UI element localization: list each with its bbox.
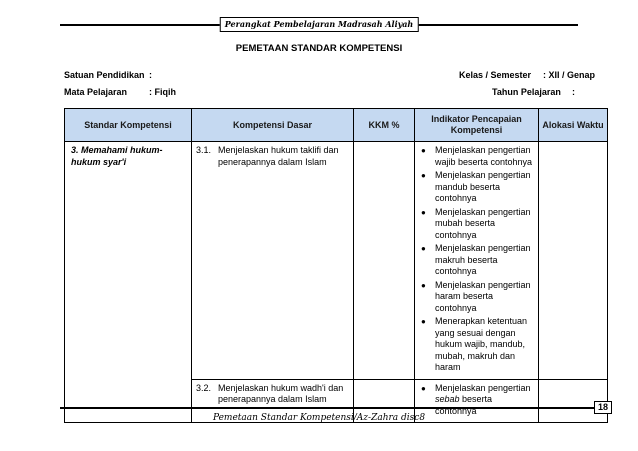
- kelas-value: : XII / Genap: [543, 70, 596, 80]
- indicator-list: [419, 145, 534, 374]
- table-header-row: [65, 109, 608, 142]
- kd-text: Menjelaskan hukum wadh'i dan penerapannya dalam Islam: [218, 382, 344, 405]
- kompetensi-dasar-cell: [192, 142, 354, 380]
- tahun-label: Tahun Pelajaran: [492, 87, 561, 97]
- standar-kompetensi-cell: [65, 142, 192, 423]
- kd-number: 3.2.: [196, 382, 212, 393]
- italic-term: sebab: [435, 394, 460, 405]
- col-indikator: Indikator Pencapaian Kompetensi: [415, 109, 539, 142]
- mapel-value: : Fiqih: [149, 87, 176, 97]
- list-item: ● Menjelaskan pengertian sebab beserta contohnya: [421, 382, 531, 416]
- footer-rule: [60, 407, 612, 409]
- col-alokasi-waktu: Alokasi Waktu: [539, 109, 608, 142]
- tahun-value: :: [572, 87, 575, 97]
- kd-number: 3.1.: [196, 145, 212, 155]
- list-item: ● Menjelaskan pengertian makruh beserta contohnya: [421, 243, 531, 277]
- bullet-icon: ●: [421, 146, 426, 155]
- bullet-icon: ●: [421, 383, 426, 393]
- mapel-label: Mata Pelajaran: [64, 87, 128, 97]
- satuan-value: :: [149, 70, 152, 80]
- bullet-icon: ●: [421, 280, 426, 290]
- list-item: ● Menerapkan ketentuan yang sesuai dengan hukum wajib, mandub, mubah, makruh dan haram: [421, 316, 528, 373]
- list-item: ● Menjelaskan pengertian wajib beserta contohnya: [421, 145, 533, 167]
- page-number: 18: [594, 401, 612, 414]
- list-item: ● Menjelaskan pengertian mandub beserta contohnya: [421, 170, 531, 204]
- bullet-icon: ●: [421, 317, 426, 327]
- alokasi-cell: [539, 142, 608, 380]
- footer-text: Pemetaan Standar Kompetensi/Az-Zahra disc8: [212, 413, 426, 423]
- list-item: ● Menjelaskan pengertian haram beserta contohnya: [421, 279, 531, 313]
- header-banner: Perangkat Pembelajaran Madrasah Aliyah: [220, 17, 419, 32]
- col-standar-kompetensi: Standar Kompetensi: [65, 109, 192, 142]
- kkm-cell: [354, 142, 415, 380]
- indikator-cell: [415, 142, 539, 380]
- table-row: [65, 142, 608, 380]
- bullet-icon: ●: [421, 244, 426, 254]
- list-item: ● Menjelaskan pengertian mubah beserta contohnya: [421, 206, 531, 240]
- standar-kompetensi-text: 3. Memahami hukum-hukum syar'i: [71, 145, 163, 167]
- competency-table: [64, 108, 608, 423]
- bullet-icon: ●: [421, 171, 426, 181]
- bullet-icon: ●: [421, 207, 426, 217]
- kd-text: Menjelaskan hukum taklifi dan penerapannya dalam Islam: [218, 145, 339, 167]
- col-kkm: KKM %: [354, 109, 415, 142]
- kelas-label: Kelas / Semester: [459, 70, 532, 80]
- satuan-label: Satuan Pendidikan: [64, 70, 145, 80]
- document-title: PEMETAAN STANDAR KOMPETENSI: [235, 43, 403, 54]
- col-kompetensi-dasar: Kompetensi Dasar: [192, 109, 354, 142]
